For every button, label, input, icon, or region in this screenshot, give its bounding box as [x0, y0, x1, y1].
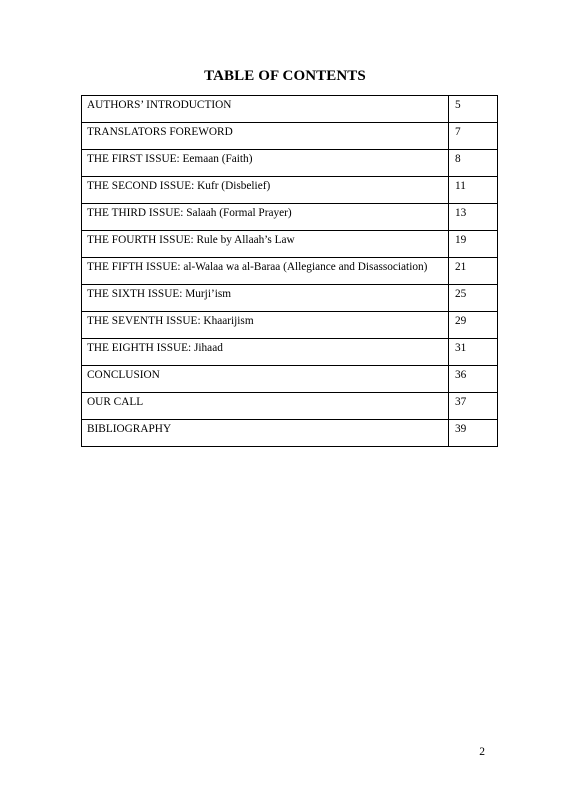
toc-row[interactable]: [82, 204, 498, 231]
toc-entry-title: OUR CALL: [82, 393, 449, 420]
toc-row[interactable]: [82, 339, 498, 366]
toc-row[interactable]: [82, 258, 498, 285]
toc-row[interactable]: [82, 96, 498, 123]
toc-entry-title: THE EIGHTH ISSUE: Jihaad: [82, 339, 449, 366]
toc-entry-page: 25: [449, 285, 498, 312]
toc-row[interactable]: [82, 231, 498, 258]
toc-entry-title: THE FIRST ISSUE: Eemaan (Faith): [82, 150, 449, 177]
toc-entry-page: 39: [449, 420, 498, 447]
toc-entry-title: THE SEVENTH ISSUE: Khaarijism: [82, 312, 449, 339]
toc-entry-page: 19: [449, 231, 498, 258]
toc-entry-title: TRANSLATORS FOREWORD: [82, 123, 449, 150]
toc-entry-page: 31: [449, 339, 498, 366]
toc-entry-page: 36: [449, 366, 498, 393]
toc-row[interactable]: [82, 285, 498, 312]
table-of-contents: [81, 95, 498, 447]
page-title: TABLE OF CONTENTS: [204, 68, 366, 84]
toc-row[interactable]: [82, 312, 498, 339]
toc-row[interactable]: [82, 366, 498, 393]
toc-row[interactable]: [82, 420, 498, 447]
toc-row[interactable]: [82, 393, 498, 420]
toc-entry-title: BIBLIOGRAPHY: [82, 420, 449, 447]
toc-entry-page: 29: [449, 312, 498, 339]
toc-row[interactable]: [82, 150, 498, 177]
toc-entry-page: 21: [449, 258, 498, 285]
toc-entry-title: CONCLUSION: [82, 366, 449, 393]
toc-row[interactable]: [82, 177, 498, 204]
toc-entry-title: THE FOURTH ISSUE: Rule by Allaah’s Law: [82, 231, 449, 258]
toc-entry-page: 11: [449, 177, 498, 204]
toc-entry-page: 5: [449, 96, 498, 123]
toc-entry-page: 13: [449, 204, 498, 231]
toc-entry-title: THE SECOND ISSUE: Kufr (Disbelief): [82, 177, 449, 204]
page-number: 2: [479, 746, 485, 758]
toc-entry-page: 37: [449, 393, 498, 420]
toc-entry-title: THE FIFTH ISSUE: al-Walaa wa al-Baraa (Allegiance and Disassociation): [82, 258, 449, 285]
toc-entry-page: 8: [449, 150, 498, 177]
toc-row[interactable]: [82, 123, 498, 150]
toc-entry-page: 7: [449, 123, 498, 150]
toc-entry-title: THE SIXTH ISSUE: Murji’ism: [82, 285, 449, 312]
toc-entry-title: THE THIRD ISSUE: Salaah (Formal Prayer): [82, 204, 449, 231]
toc-entry-title: AUTHORS’ INTRODUCTION: [82, 96, 449, 123]
